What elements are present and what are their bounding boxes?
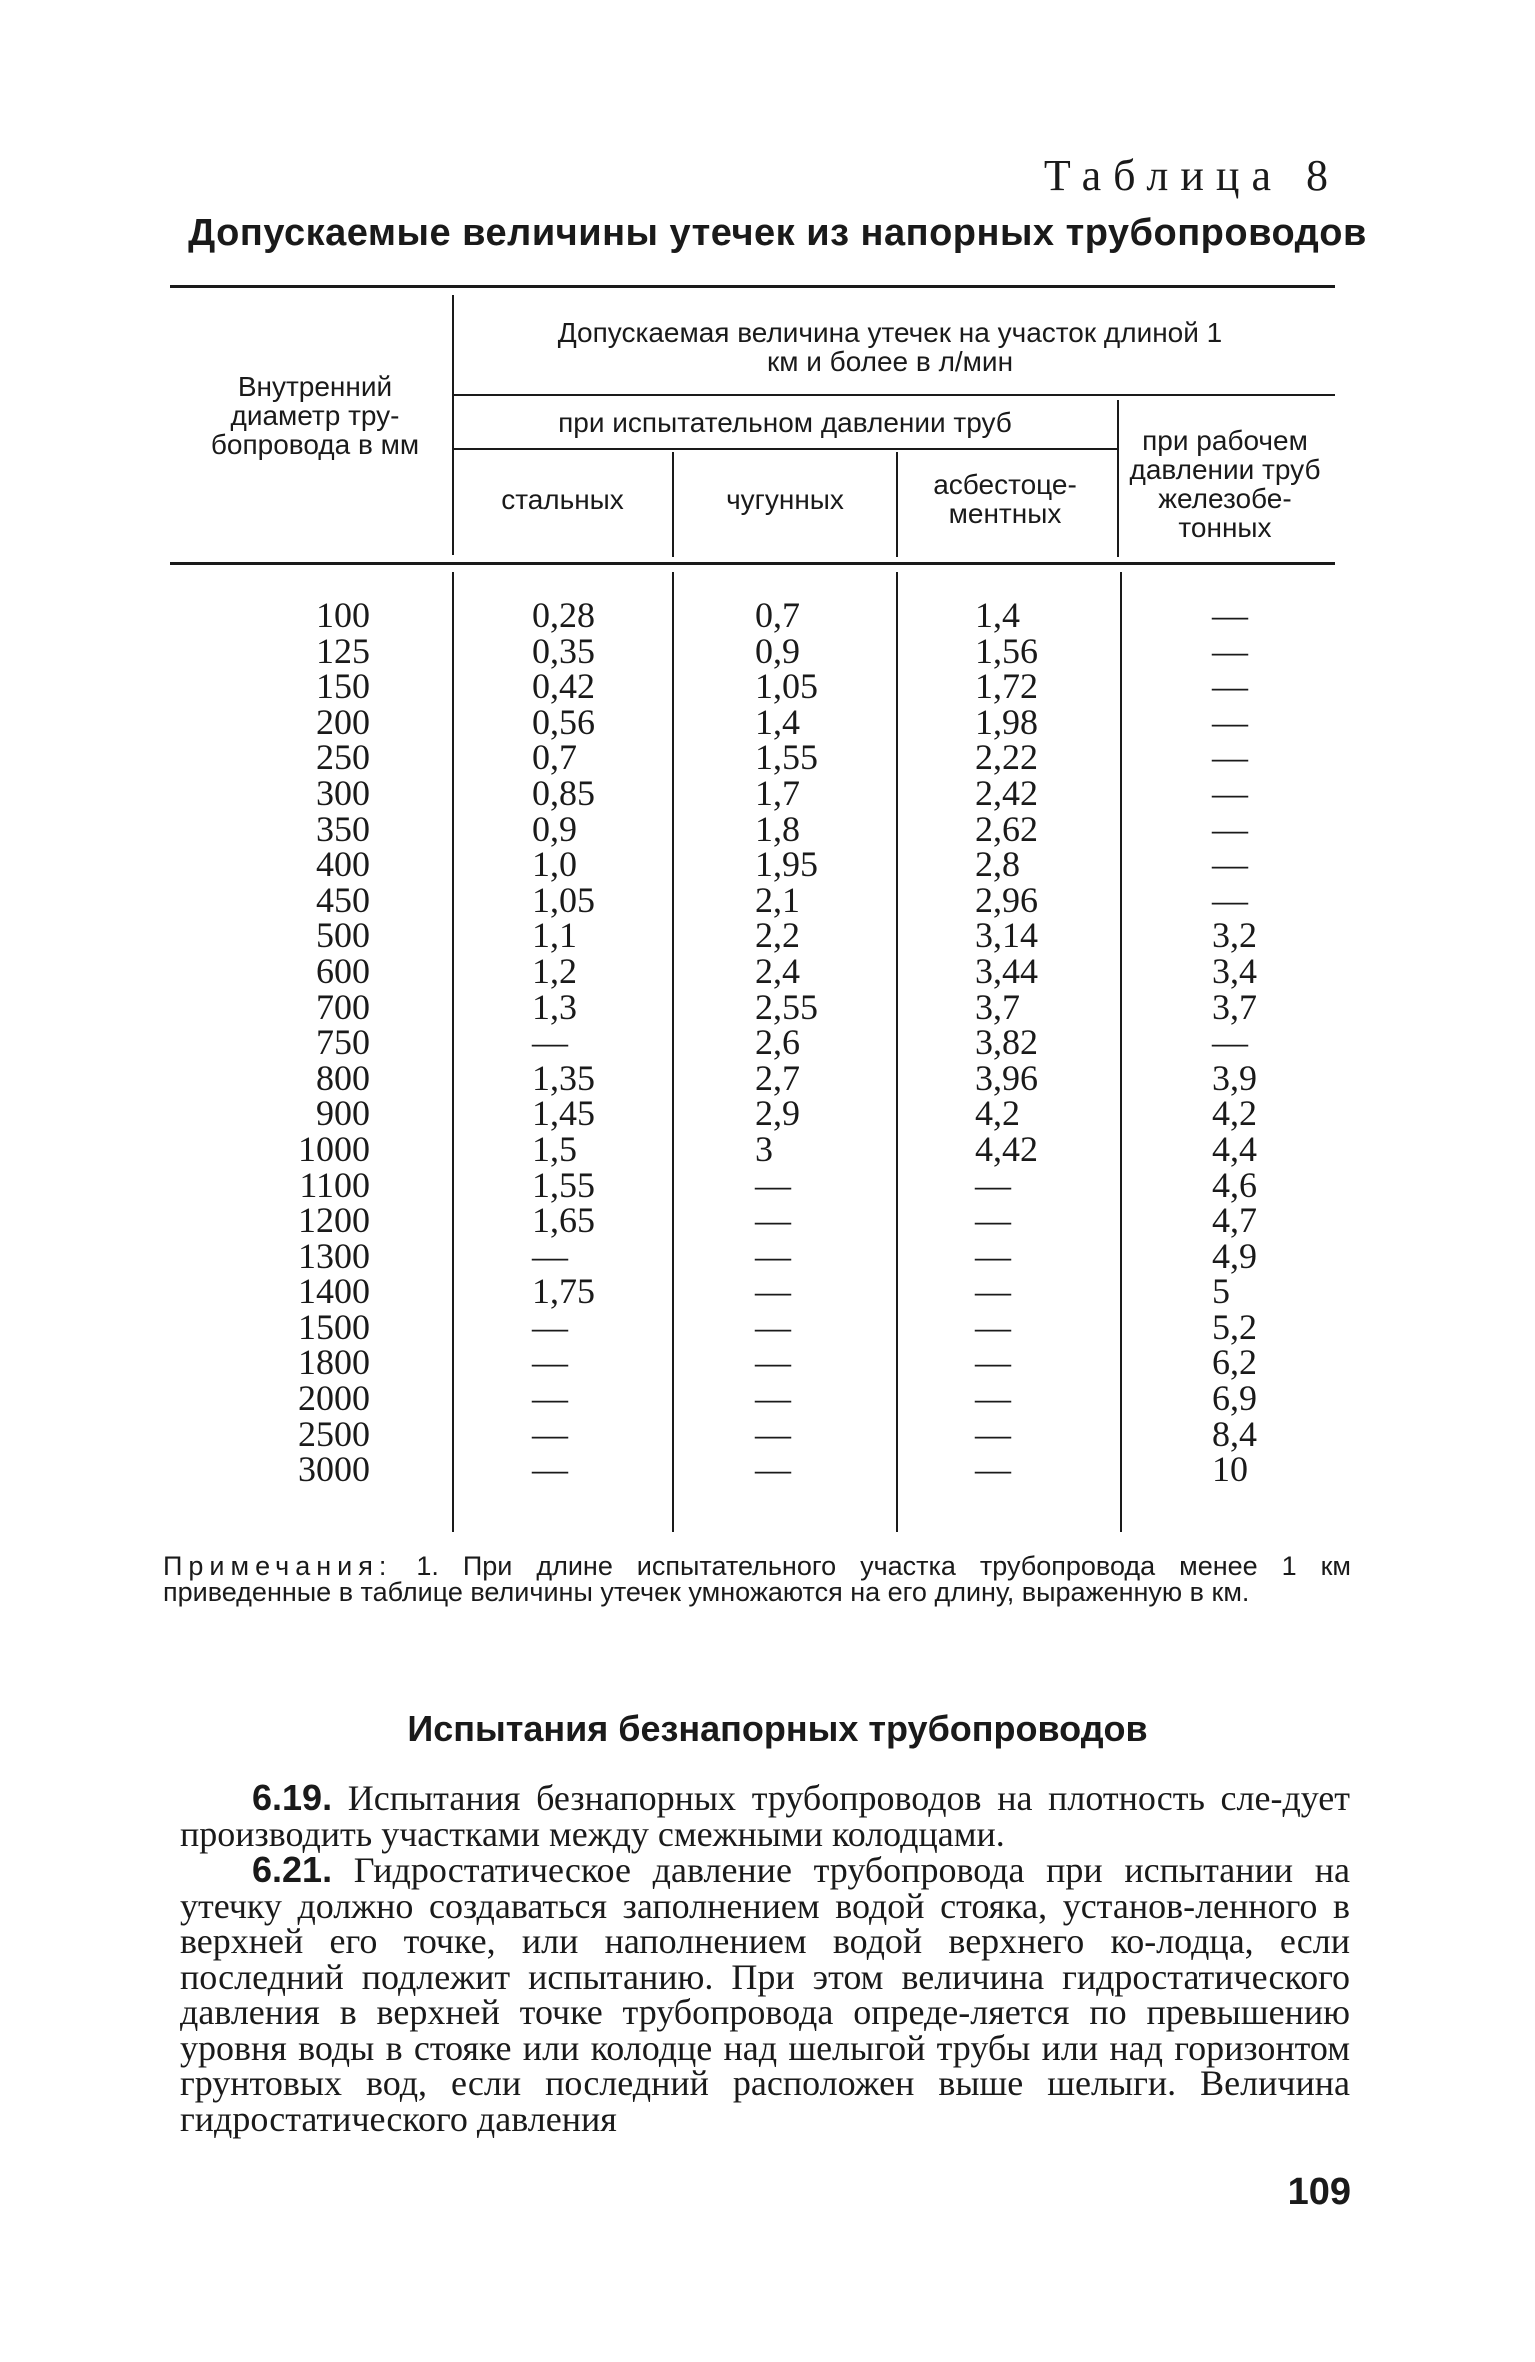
table-cell: —	[755, 1200, 791, 1241]
table-cell: 0,7	[532, 737, 577, 778]
table-cell: —	[975, 1413, 1011, 1454]
table-cell: 1,4	[755, 701, 800, 742]
table-cell: 1,3	[532, 986, 577, 1027]
table-cell: —	[755, 1342, 791, 1383]
table-cell: 0,42	[532, 666, 595, 707]
table-cell: —	[1212, 844, 1248, 885]
table-cell: 1,5	[532, 1128, 577, 1169]
header-asbestos: асбестоце-ментных	[933, 469, 1077, 529]
table-cell: 1,05	[755, 666, 818, 707]
table-cell: 2,55	[755, 986, 818, 1027]
note-text: 1. При длине испытательного участка трубопровода менее 1 км приведенные в таблице величины утечек умножаются на его длину, выраженную в км.	[163, 1551, 1351, 1607]
table-cell: 1,8	[755, 808, 800, 849]
table-cell: 2,4	[755, 950, 800, 991]
col-divider-2	[672, 452, 674, 557]
table-cell: 1,56	[975, 630, 1038, 671]
table-cell: 1,98	[975, 701, 1038, 742]
col-divider-1-body	[452, 572, 454, 1532]
table-title: Допускаемые величины утечек из напорных трубопроводов	[188, 212, 1367, 254]
paragraph-text: Гидростатическое давление трубопровода при испытании на утечку должно создаваться заполнением водой стояка, установ-ленного в верхней его точке, или наполнением водой верхнего ко-лодца, если последний подлежит испытанию. При этом величина гидростатического давления в верхней точке трубопровода опреде-ляется по превышению уровня воды в стояке или колодце над шелыгой трубы или над горизонтом грунтовых вод, если последний расположен выше шелыги. Величина гидростатического давления	[180, 1850, 1350, 2139]
col-divider-3	[896, 452, 898, 557]
table-cell: —	[975, 1235, 1011, 1276]
table-cell: 900	[316, 1093, 370, 1134]
table-cell: —	[1212, 666, 1248, 707]
table-cell: 1,55	[532, 1164, 595, 1205]
table-cell: 3000	[298, 1449, 370, 1490]
table-cell: 1100	[299, 1164, 370, 1205]
header-diameter: Внутренний диаметр тру-бопровода в мм	[210, 371, 420, 460]
table-cell: 1,2	[532, 950, 577, 991]
table-cell: 150	[316, 666, 370, 707]
header-subgroup: при испытательном давлении труб	[558, 407, 1012, 438]
table-cell: —	[975, 1164, 1011, 1205]
table-cell: 2,96	[975, 879, 1038, 920]
column-asbestos	[975, 595, 1095, 1490]
table-cell: 250	[316, 737, 370, 778]
table-cell: —	[532, 1342, 568, 1383]
table-cell: 3	[755, 1128, 773, 1169]
col-divider-4-body	[1120, 572, 1122, 1532]
note-label: Примечания:	[163, 1551, 393, 1581]
table-cell: —	[975, 1200, 1011, 1241]
table-cell: 0,9	[532, 808, 577, 849]
table-cell: 1,0	[532, 844, 577, 885]
table-cell: —	[532, 1306, 568, 1347]
table-cell: 3,7	[1212, 986, 1257, 1027]
table-cell: —	[755, 1449, 791, 1490]
table-cell: 0,85	[532, 772, 595, 813]
table-cell: 1,65	[532, 1200, 595, 1241]
table-cell: 400	[316, 844, 370, 885]
table-cell: —	[1212, 879, 1248, 920]
table-cell: 0,56	[532, 701, 595, 742]
table-cell: 2,62	[975, 808, 1038, 849]
table-cell: 1,75	[532, 1271, 595, 1312]
table-cell: 4,4	[1212, 1128, 1257, 1169]
paragraph-6-21	[180, 1849, 1350, 2139]
table-cell: 1,95	[755, 844, 818, 885]
table-cell: 4,2	[975, 1093, 1020, 1134]
table-cell: 100	[316, 595, 370, 635]
table-cell: 600	[316, 950, 370, 991]
table-cell: 1200	[298, 1200, 370, 1241]
table-cell: —	[755, 1306, 791, 1347]
header-reinforced: при рабочем давлении труб железобе-тонных	[1129, 425, 1321, 543]
column-diameter	[250, 595, 370, 1490]
table-cell: 1,1	[532, 915, 577, 956]
table-cell: 500	[316, 915, 370, 956]
table-cell: 3,7	[975, 986, 1020, 1027]
table-cell: 2,2	[755, 915, 800, 956]
table-cell: 0,35	[532, 630, 595, 671]
column-reinforced	[1212, 595, 1332, 1490]
column-iron	[755, 595, 875, 1490]
paragraph-text: Испытания безнапорных трубопроводов на плотность сле-дует производить участками между смежными колодцами.	[180, 1778, 1351, 1854]
table-note	[163, 1553, 1351, 1605]
table-cell: —	[1212, 737, 1248, 778]
table-cell: 700	[316, 986, 370, 1027]
paragraph-number: 6.21.	[252, 1849, 333, 1890]
table-cell: 2,42	[975, 772, 1038, 813]
table-cell: —	[532, 1235, 568, 1276]
table-cell: 200	[316, 701, 370, 742]
table-cell: 1300	[298, 1235, 370, 1276]
table-cell: 1,45	[532, 1093, 595, 1134]
table-cell: 3,82	[975, 1022, 1038, 1063]
table-cell: —	[755, 1378, 791, 1419]
table-cell: 4,7	[1212, 1200, 1257, 1241]
table-cell: 2,8	[975, 844, 1020, 885]
table-cell: 2000	[298, 1378, 370, 1419]
table-cell: —	[1212, 630, 1248, 671]
col-divider-3-body	[896, 572, 898, 1532]
table-cell: 2,6	[755, 1022, 800, 1063]
header-group-rule	[453, 394, 1335, 396]
section-title: Испытания безнапорных трубопроводов	[407, 1708, 1148, 1749]
header-steel: стальных	[501, 484, 624, 515]
table-cell: —	[975, 1271, 1011, 1312]
column-steel	[532, 595, 652, 1490]
table-cell: 350	[316, 808, 370, 849]
table-cell: —	[975, 1378, 1011, 1419]
table-cell: —	[532, 1022, 568, 1063]
table-cell: 0,9	[755, 630, 800, 671]
table-cell: 2,22	[975, 737, 1038, 778]
col-divider-2-body	[672, 572, 674, 1532]
header-iron: чугунных	[726, 484, 844, 515]
table-cell: 750	[316, 1022, 370, 1063]
table-cell: —	[1212, 595, 1248, 635]
header-group: Допускаемая величина утечек на участок длиной 1 км и более в л/мин	[557, 317, 1223, 377]
table-cell: —	[1212, 1022, 1248, 1063]
table-cell: —	[1212, 772, 1248, 813]
paragraph-number: 6.19.	[252, 1777, 333, 1818]
table-cell: 4,9	[1212, 1235, 1257, 1276]
table-cell: 4,2	[1212, 1093, 1257, 1134]
table-cell: 800	[316, 1057, 370, 1098]
table-cell: 125	[316, 630, 370, 671]
col-divider-4	[1117, 400, 1119, 557]
table-cell: 8,4	[1212, 1413, 1257, 1454]
table-cell: 1,35	[532, 1057, 595, 1098]
table-cell: 4,6	[1212, 1164, 1257, 1205]
table-cell: 300	[316, 772, 370, 813]
col-divider-1	[452, 295, 454, 555]
table-cell: 10	[1212, 1449, 1248, 1490]
table-cell: 2500	[298, 1413, 370, 1454]
table-cell: 6,9	[1212, 1378, 1257, 1419]
table-cell: —	[532, 1449, 568, 1490]
table-cell: 2,1	[755, 879, 800, 920]
table-cell: 6,2	[1212, 1342, 1257, 1383]
table-cell: 3,9	[1212, 1057, 1257, 1098]
table-cell: 5	[1212, 1271, 1230, 1312]
table-cell: 1800	[298, 1342, 370, 1383]
table-top-rule	[170, 285, 1335, 288]
header-subgroup-rule	[453, 448, 1117, 450]
table-cell: —	[975, 1342, 1011, 1383]
table-cell: 2,7	[755, 1057, 800, 1098]
table-cell: 0,7	[755, 595, 800, 635]
table-cell: 3,44	[975, 950, 1038, 991]
table-cell: —	[755, 1164, 791, 1205]
table-cell: 3,4	[1212, 950, 1257, 991]
table-cell: —	[755, 1235, 791, 1276]
table-label: Таблица 8	[1043, 151, 1340, 200]
paragraph-6-19	[180, 1777, 1351, 1854]
table-cell: 1,7	[755, 772, 800, 813]
table-cell: 5,2	[1212, 1306, 1257, 1347]
table-cell: —	[975, 1306, 1011, 1347]
table-cell: —	[532, 1413, 568, 1454]
table-cell: 1000	[298, 1128, 370, 1169]
table-cell: 3,2	[1212, 915, 1257, 956]
table-cell: 3,14	[975, 915, 1038, 956]
table-cell: 1,55	[755, 737, 818, 778]
table-cell: 2,9	[755, 1093, 800, 1134]
table-cell: 1500	[298, 1306, 370, 1347]
table-cell: 1,72	[975, 666, 1038, 707]
table-cell: —	[755, 1413, 791, 1454]
table-cell: —	[975, 1449, 1011, 1490]
header-bottom-rule	[170, 562, 1335, 565]
table-cell: 3,96	[975, 1057, 1038, 1098]
table-cell: —	[1212, 808, 1248, 849]
table-cell: 4,42	[975, 1128, 1038, 1169]
table-cell: 1400	[298, 1271, 370, 1312]
table-cell: —	[755, 1271, 791, 1312]
table-cell: —	[532, 1378, 568, 1419]
table-cell: 0,28	[532, 595, 595, 635]
table-cell: 1,05	[532, 879, 595, 920]
table-cell: 1,4	[975, 595, 1020, 635]
table-cell: 450	[316, 879, 370, 920]
page-number: 109	[1287, 2171, 1351, 2213]
table-cell: —	[1212, 701, 1248, 742]
